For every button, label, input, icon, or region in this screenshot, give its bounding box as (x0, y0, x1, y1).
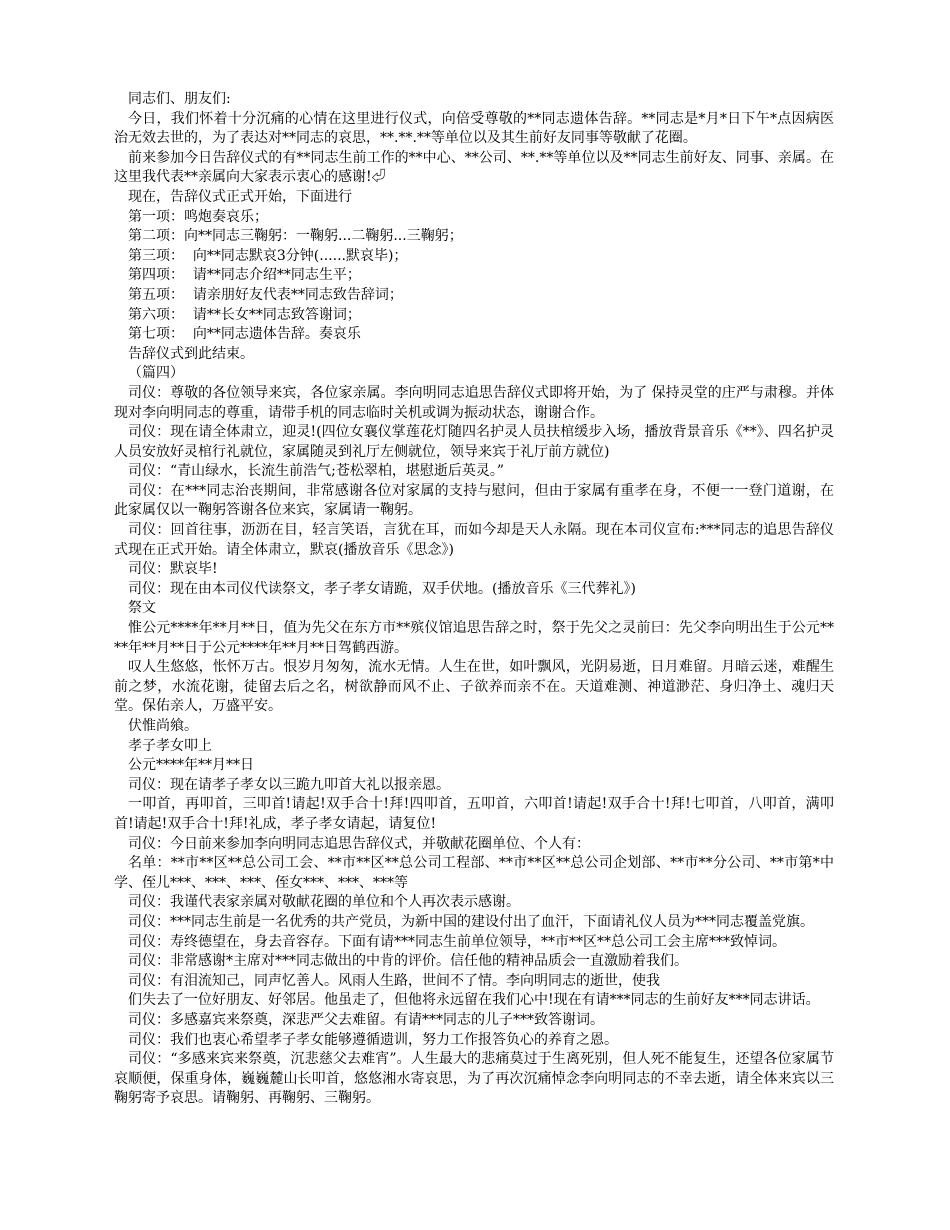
paragraph: 司仪：“多感来宾来祭奠，沉悲慈父去难宵”。人生最大的悲痛莫过于生离死别，但人死不能复生，还望各位家属节哀顺便，保重身体，巍巍麓山长叩首，悠悠湘水寄哀思，为了再次沉痛悼念李向明同志的不幸去逝，请全体来宾以三鞠躬寄予哀思。请鞠躬、再鞠躬、三鞠躬。 (114, 1051, 834, 1107)
paragraph: 名单：**市**区**总公司工会、**市**区**总公司工程部、**市**区**总公司企划部、**市**分公司、**市第*中学、侄儿***、***、***、侄女***、***、***等 (114, 855, 834, 891)
paragraph: 司仪：多感嘉宾来祭奠，深悲严父去难留。有请***同志的儿子***致答谢词。 (128, 1011, 604, 1028)
paragraph: 孝子孝女叩上 (128, 737, 212, 754)
paragraph: 叹人生悠悠，怅怀万古。恨岁月匆匆，流水无情。人生在世，如叶飘风，光阴易逝，日月难留。月暗云迷，难醒生前之梦，水流花谢，徒留去后之名，树欲静而风不止、子欲养而亲不在。天道难测、神道渺茫、身归净土、魂归天堂。保佑亲人，万盛平安。 (114, 659, 834, 715)
paragraph: 司仪：现在请孝子孝女以三跪九叩首大礼以报亲恩。 (128, 776, 450, 793)
paragraph: 司仪：“青山绿水，长流生前浩气;苍松翠柏，堪慰逝后英灵。” (128, 463, 505, 480)
paragraph: 祭文 (128, 600, 156, 617)
paragraph: 现在，告辞仪式正式开始，下面进行 (128, 188, 352, 205)
paragraph: 司仪：现在由本司仪代读祭文，孝子孝女请跪，双手伏地。(播放音乐《三代葬礼》) (128, 580, 636, 597)
paragraph: 第一项：鸣炮奏哀乐； (128, 208, 268, 225)
paragraph: 司仪：默哀毕! (128, 561, 218, 578)
paragraph: 司仪：非常感谢*主席对***同志做出的中肯的评价。信任他的精神品质会一直激励着我们。 (128, 953, 688, 970)
paragraph: 司仪：今日前来参加李向明同志追思告辞仪式，并敬献花圈单位、个人有： (128, 835, 590, 852)
paragraph: 第二项：向**同志三鞠躬：一鞠躬...二鞠躬...三鞠躬； (128, 228, 463, 245)
paragraph: 第三项： 向**同志默哀3分钟(......默哀毕)； (128, 247, 408, 264)
paragraph: 公元****年**月**日 (128, 757, 254, 774)
paragraph: 伏惟尚飨。 (128, 718, 198, 734)
paragraph: 一叩首，再叩首，三叩首!请起!双手合十!拜!四叩首，五叩首，六叩首!请起!双手合十!拜!七叩首，八叩首，满叩首!请起!双手合十!拜!礼成，孝子孝女请起，请复位! (114, 796, 834, 832)
paragraph: （篇四） (128, 365, 184, 382)
paragraph: 告辞仪式到此结束。 (128, 345, 254, 362)
paragraph: 们失去了一位好朋友、好邻居。他虽走了，但他将永远留在我们心中!现在有请***同志的生前好友***同志讲话。 (128, 992, 820, 1009)
paragraph: 前来参加今日告辞仪式的有**同志生前工作的**中心、**公司、**.**等单位以及**同志生前好友、同事、亲属。在这里我代表**亲属向大家表示衷心的感谢!⏎ (114, 149, 834, 186)
paragraph: 今日，我们怀着十分沉痛的心情在这里进行仪式，向倍受尊敬的**同志遗体告辞。**同志是*月*日下午*点因病医治无效去世的，为了表达对**同志的哀思，**.**.**等单位以及其生前好友同事等敬献了花圈。 (114, 110, 834, 147)
paragraph: 司仪：尊敬的各位领导来宾，各位家亲属。李向明同志追思告辞仪式即将开始，为了 保持灵堂的庄严与肃穆。并体现对李向明同志的尊重，请带手机的同志临时关机或调为振动状态，谢谢合作。 (114, 384, 834, 421)
paragraph: 司仪：寿终德望在，身去音容存。下面有请***同志生前单位领导，**市**区**总公司工会主席***致悼词。 (128, 933, 786, 950)
paragraph: 第七项： 向**同志遗体告辞。奏哀乐 (128, 326, 361, 343)
paragraph: 司仪：我们也衷心希望孝子孝女能够遵循遗训，努力工作报答负心的养育之恩。 (128, 1031, 618, 1048)
paragraph: 司仪：***同志生前是一名优秀的共产党员，为新中国的建设付出了血汗，下面请礼仪人员为***同志覆盖党旗。 (128, 913, 814, 930)
paragraph: 司仪：有泪流知己，同声忆善人。风雨人生路，世间不了情。李向明同志的逝世，使我 (128, 972, 660, 989)
paragraph: 同志们、朋友们: (128, 91, 231, 107)
paragraph: 第五项： 请亲朋好友代表**同志致告辞词； (128, 286, 403, 303)
paragraph: 第四项： 请**同志介绍**同志生平； (128, 267, 361, 284)
paragraph: 司仪：回首往事，沥沥在目，轻言笑语，言犹在耳，而如今却是天人永隔。现在本司仪宣布:***同志的追思告辞仪式现在正式开始。请全体肃立，默哀(播放音乐《思念》) (114, 522, 834, 558)
paragraph: 第六项： 请**长女**同志致答谢词； (128, 306, 361, 323)
document-body (114, 90, 834, 1109)
paragraph: 司仪：我谨代表家亲属对敬献花圈的单位和个人再次表示感谢。 (128, 894, 520, 911)
paragraph: 惟公元****年**月**日，值为先父在东方市**殡仪馆追思告辞之时，祭于先父之灵前曰：先父李向明出生于公元****年**月**日于公元****年**月**日驾鹤西游。 (114, 620, 834, 656)
paragraph: 司仪：在***同志治丧期间，非常感谢各位对家属的支持与慰问，但由于家属有重孝在身，不便一一登门道谢，在此家属仅以一鞠躬答谢各位来宾，家属请一鞠躬。 (114, 482, 834, 519)
paragraph: 司仪：现在请全体肃立，迎灵!(四位女襄仪掌莲花灯随四名护灵人员扶棺缓步入场，播放背景音乐《**》、四名护灵人员安放好灵棺行礼就位，家属随灵到礼厅左侧就位，领导来宾于礼厅前方就位) (114, 424, 834, 460)
